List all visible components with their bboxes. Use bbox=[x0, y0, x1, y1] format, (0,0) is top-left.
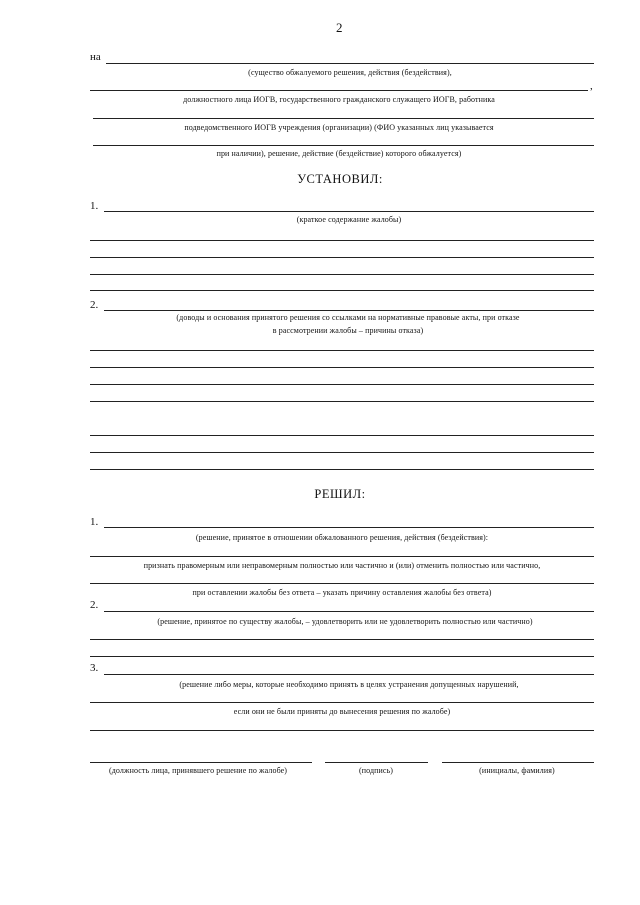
decided-item-3-caption-2: если они не были приняты до вынесения решения по жалобе) bbox=[233, 707, 451, 716]
intro-caption-1: (существо обжалуемого решения, действия (бездействия), bbox=[248, 68, 452, 77]
signature-sign-caption: (подпись) bbox=[358, 766, 394, 775]
established-item-1-caption: (краткое содержание жалобы) bbox=[296, 215, 402, 224]
decided-item-2-caption: (решение, принятое по существу жалобы, – удовлетворить или не удовлетворить полностью или частично) bbox=[157, 617, 533, 626]
decided-heading: РЕШИЛ: bbox=[314, 487, 366, 501]
signature-position-caption: (должность лица, принявшего решение по жалобе) bbox=[108, 766, 288, 775]
established-item-1-number: 1. bbox=[90, 200, 99, 212]
intro-line-3[interactable] bbox=[93, 118, 594, 119]
blank-line[interactable] bbox=[90, 556, 594, 557]
blank-line[interactable] bbox=[90, 384, 594, 385]
signature-name-caption: (инициалы, фамилия) bbox=[479, 766, 555, 775]
decided-item-1-caption-1: (решение, принятое в отношении обжалованного решения, действия (бездействия): bbox=[195, 533, 489, 542]
decided-item-1-line[interactable] bbox=[104, 527, 594, 528]
blank-line[interactable] bbox=[90, 401, 594, 402]
intro-caption-2: должностного лица ИОГВ, государственного гражданского служащего ИОГВ, работника bbox=[183, 95, 495, 104]
intro-line-4[interactable] bbox=[93, 145, 594, 146]
decided-item-3-number: 3. bbox=[90, 662, 99, 674]
blank-line[interactable] bbox=[90, 452, 594, 453]
decided-item-1-number: 1. bbox=[90, 516, 99, 528]
decided-item-3-line[interactable] bbox=[104, 674, 594, 675]
intro-line-2[interactable] bbox=[90, 90, 588, 91]
blank-line[interactable] bbox=[90, 702, 594, 703]
decided-item-1-caption-2: признать правомерным или неправомерным полностью или частично и (или) отменить полностью или частично, bbox=[143, 561, 541, 570]
decided-item-2-number: 2. bbox=[90, 599, 99, 611]
established-heading: УСТАНОВИЛ: bbox=[297, 172, 383, 186]
blank-line[interactable] bbox=[90, 350, 594, 351]
established-item-2-caption-1: (доводы и основания принятого решения со ссылками на нормативные правовые акты, при отказе bbox=[176, 313, 520, 322]
blank-line[interactable] bbox=[90, 240, 594, 241]
blank-line[interactable] bbox=[90, 257, 594, 258]
blank-line[interactable] bbox=[90, 367, 594, 368]
intro-prefix: на bbox=[90, 51, 101, 63]
blank-line[interactable] bbox=[90, 730, 594, 731]
signature-name-line[interactable] bbox=[442, 762, 594, 763]
established-item-2-line[interactable] bbox=[104, 310, 594, 311]
established-item-1-line[interactable] bbox=[104, 211, 594, 212]
page-number: 2 bbox=[336, 20, 343, 35]
established-item-2-number: 2. bbox=[90, 299, 99, 311]
blank-line[interactable] bbox=[90, 639, 594, 640]
blank-line[interactable] bbox=[90, 583, 594, 584]
decided-item-1-caption-3: при оставлении жалобы без ответа – указать причину оставления жалобы без ответа) bbox=[192, 588, 492, 597]
signature-line[interactable] bbox=[325, 762, 428, 763]
signature-position-line[interactable] bbox=[90, 762, 312, 763]
blank-line[interactable] bbox=[90, 274, 594, 275]
intro-line-1[interactable] bbox=[106, 63, 594, 64]
decided-item-3-caption-1: (решение либо меры, которые необходимо принять в целях устранения допущенных нарушений, bbox=[179, 680, 519, 689]
blank-line[interactable] bbox=[90, 435, 594, 436]
blank-line[interactable] bbox=[90, 656, 594, 657]
intro-caption-4: при наличии), решение, действие (бездействие) которого обжалуется) bbox=[216, 149, 462, 158]
blank-line[interactable] bbox=[90, 290, 594, 291]
decided-item-2-line[interactable] bbox=[104, 611, 594, 612]
blank-line[interactable] bbox=[90, 469, 594, 470]
intro-caption-3: подведомственного ИОГВ учреждения (организации) (ФИО указанных лиц указывается bbox=[184, 123, 494, 132]
intro-trailing-comma: , bbox=[590, 80, 593, 92]
established-item-2-caption-2: в рассмотрении жалобы – причины отказа) bbox=[272, 326, 424, 335]
